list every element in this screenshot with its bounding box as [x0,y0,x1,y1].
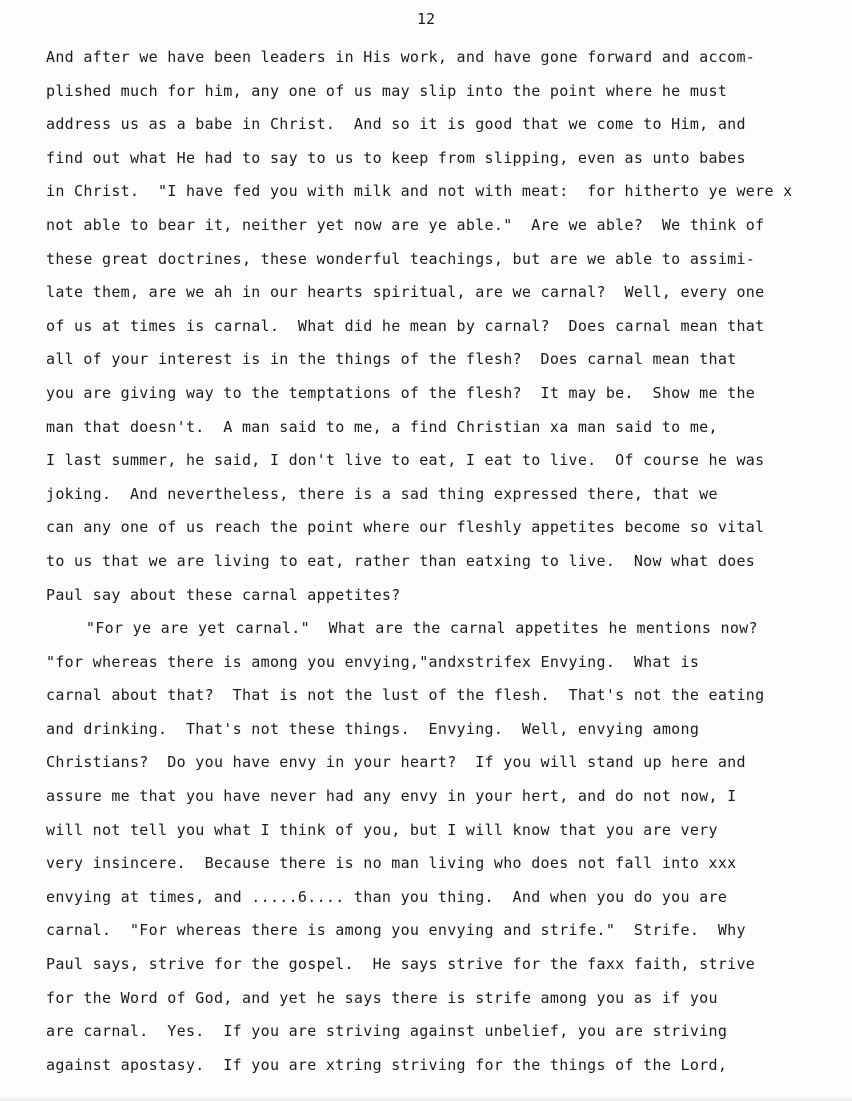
text-line: against apostasy. If you are xtring striving for the things of the Lord, [46,1055,728,1074]
text-line: joking. And nevertheless, there is a sad thing expressed there, that we [46,484,718,503]
text-line: can any one of us reach the point where our fleshly appetites become so vital [46,518,765,537]
text-line: to us that we are living to eat, rather than eatxing to live. Now what does [46,551,756,570]
body-text [46,41,852,1082]
text-line: in Christ. "I have fed you with milk and not with meat: for hitherto ye were x [46,182,793,201]
text-line: carnal. "For whereas there is among you envying and strife." Strife. Why [46,921,746,940]
text-line: all of your interest is in the things of the flesh? Does carnal mean that [46,350,737,369]
text-line: late them, are we ah in our hearts spiritual, are we carnal? Well, every one [46,283,765,302]
text-line: And after we have been leaders in His work, and have gone forward and accom- [46,48,756,66]
text-line: Christians? Do you have envy in your heart? If you will stand up here and [46,753,746,772]
text-line: carnal about that? That is not the lust of the flesh. That's not the eating [46,686,765,705]
text-line: "for whereas there is among you envying,"andxstrifex Envying. What is [46,652,700,671]
text-line: address us as a babe in Christ. And so it is good that we come to Him, and [46,115,746,134]
page-bottom-edge [0,1095,852,1101]
text-line: for the Word of God, and yet he says there is strife among you as if you [46,988,718,1007]
text-line: of us at times is carnal. What did he mean by carnal? Does carnal mean that [46,316,765,335]
text-line: man that doesn't. A man said to me, a find Christian xa man said to me, [46,417,718,436]
text-line: "For ye are yet carnal." What are the carnal appetites he mentions now? [86,619,758,638]
text-line: and drinking. That's not these things. Envying. Well, envying among [46,719,700,738]
text-line: very insincere. Because there is no man living who does not fall into xxx [46,854,737,873]
text-line: these great doctrines, these wonderful teachings, but are we able to assimi- [46,249,756,268]
text-line: I last summer, he said, I don't live to eat, I eat to live. Of course he was [46,451,765,470]
text-line: Paul say about these carnal appetites? [46,585,401,604]
text-line: Paul says, strive for the gospel. He says strive for the faxx faith, strive [46,955,756,974]
text-line: not able to bear it, neither yet now are ye able." Are we able? We think of [46,215,765,234]
page-number: 12 [416,10,436,28]
text-line: envying at times, and .....6.... than you thing. And when you do you are [46,887,728,906]
text-line: assure me that you have never had any envy in your hert, and do not now, I [46,787,737,806]
text-line: you are giving way to the temptations of the flesh? It may be. Show me the [46,383,756,402]
text-line: are carnal. Yes. If you are striving against unbelief, you are striving [46,1022,728,1041]
text-line: will not tell you what I think of you, but I will know that you are very [46,820,718,839]
text-line: find out what He had to say to us to keep from slipping, even as unto babes [46,148,746,167]
text-line: plished much for him, any one of us may slip into the point where he must [46,81,728,100]
